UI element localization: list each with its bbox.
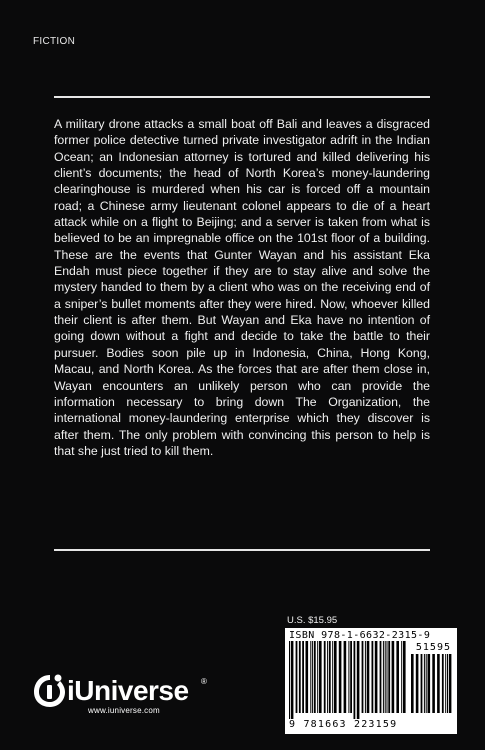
registered-mark: ® [201, 677, 207, 686]
barcode-bars [289, 641, 407, 719]
barcode-number: 9 781663 223159 [289, 719, 398, 730]
book-blurb: A military drone attacks a small boat off Bali and leaves a disgraced former police detective turned private investigator adrift in the Indian Ocean; an Indonesian attorney is tortured and killed delivering his client’s documents; the head of North Korea’s money-laundering clearinghouse is murdered when his car is forced off a mountain road; a Chinese army lieutenant colonel appears to die of a heart attack while on a flight to Beijing; and a server is taken from what is believed to be an impregnable office on the 101st floor of a building. These are the events that Gunter Wayan and his assistant Eka Endah must piece together if they are to stay alive and solve the mystery handed to them by a client who was on the receiving end of a sniper’s bullet moments after they were hired. Now, whoever killed their client is after them. But Wayan and Eka have no intention of going down without a fight and decide to take the battle to their pursuer. Bodies soon pile up in Indonesia, China, Hong Kong, Macau, and North Korea. As the forces that are after them close in, Wayan encounters an unlikely person who can provide the information necessary to bring down The Organization, the international money-laundering enterprise which they discover is after them. The only problem with convincing this person to help is that she just tried to kill them. [54, 117, 430, 458]
isbn-text: ISBN 978-1-6632-2315-9 [289, 630, 431, 641]
iuniverse-swoosh-icon [33, 673, 67, 709]
publisher-name: iUniverse [67, 675, 189, 706]
top-divider [54, 96, 430, 98]
isbn-barcode [285, 628, 457, 734]
publisher-url: www.iuniverse.com [88, 706, 160, 715]
genre-label: FICTION [33, 36, 76, 47]
publisher-logo [33, 673, 213, 713]
bottom-divider [54, 549, 430, 551]
price-label: U.S. $15.95 [287, 615, 338, 626]
price-code: 51595 [415, 642, 451, 653]
price-barcode-bars [411, 654, 453, 719]
